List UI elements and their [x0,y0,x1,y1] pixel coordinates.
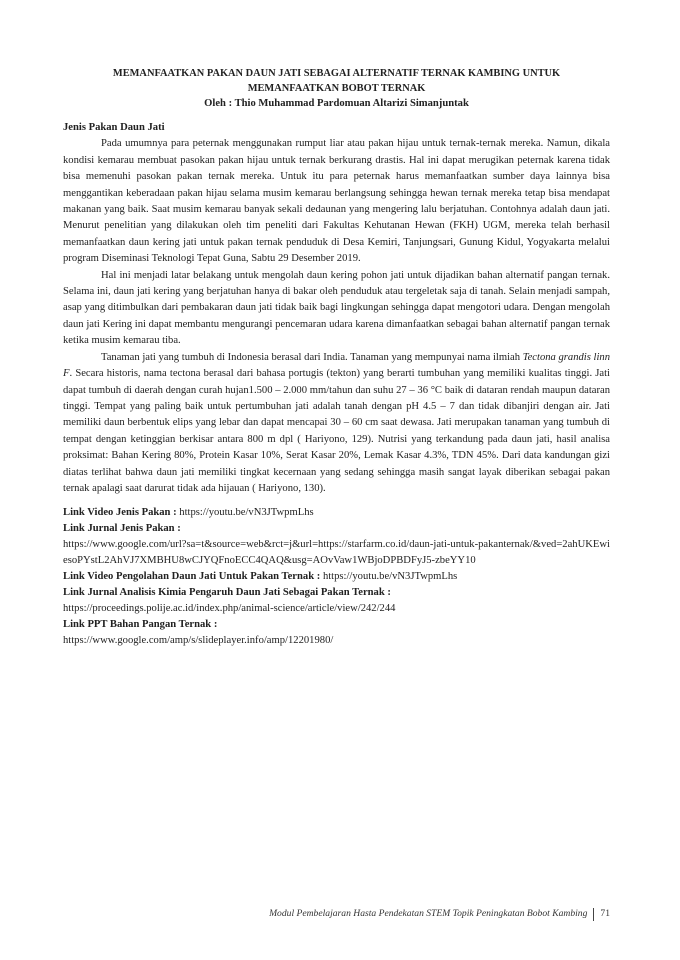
section-heading: Jenis Pakan Daun Jati [63,122,165,133]
link-entry [63,585,610,617]
link-label: Link Jurnal Analisis Kimia Pengaruh Daun Jati Sebagai Pakan Ternak : [63,587,391,599]
document-title: MEMANFAATKAN PAKAN DAUN JATI SEBAGAI ALTERNATIF TERNAK KAMBING UNTUK MEMANFAATKAN BOBOT TERNAK [112,68,561,94]
page-number: 71 [600,908,610,919]
paragraph-2: Hal ini menjadi latar belakang untuk mengolah daun kering pohon jati untuk dijadikan bahan alternatif pangan ternak. Selama ini, daun jati kering yang berjatuhan hanya di bakar oleh penduduk atau tergeletak saja di tanah. Selain menjadi sampah, asap yang ditimbulkan dari pembakaran daun jati tidak baik bagi lingkungan sehingga dapat mengotori udara. Dengan mengolah daun jati Kering ini dapat membantu mengurangi pencemaran udara karena dimanfaatkan sebagai bahan alternatif pangan ternak ketika musim kemarau tiba. [63,269,610,347]
link-url[interactable]: https://www.google.com/url?sa=t&source=web&rct=j&url=https://starfarm.co.id/daun-jati-untuk-pakanternak/&ved=2ahUKEwiesoPYstL2AhVJ7XMBHU8wCJYQFnoECC4QAQ&usg=AOvVaw1WBjoDPBDFyJ5-zbeYY10 [63,539,610,567]
link-entry [63,569,610,585]
paragraph-3: Tanaman jati yang tumbuh di Indonesia berasal dari India. Tanaman yang mempunyai nama ilmiah Tectona grandis linn F. Secara historis, nama tectona berasal dari bahasa portugis (tekton) yang berarti tumbuhan yang memiliki kualitas tinggi. Jati dapat tumbuh di daerah dengan curah hujan1.500 – 2.000 mm/tahun dan suhu 27 – 36 °C baik di dataran rendah maupun dataran tinggi. Tempat yang paling baik untuk pertumbuhan jati adalah tanah dengan pH 4.5 – 7 dan tidak dibanjiri dengan air. Jati memiliki daun berbentuk elips yang lebar dan dapat mencapai 30 – 60 cm saat dewasa. Jati merupakan tanaman yang tumbuh di tempat dengan ketinggian berkisar antara 800 m dpl ( Hariyono, 129). Nutrisi yang terkandung pada daun jati, hasil analisa proksimat: Bahan Kering 80%, Protein Kasar 10%, Serat Kasar 20%, Lemak Kasar 4.3%, TDN 45%. Dari data kandungan gizi diatas terlihat bahwa daun jati memiliki tingkat kecernaan yang sedang sehingga masih sangat layak diberikan sebagai pakan ternak apalagi saat darurat tidak ada hijauan ( Hariyono, 130). [63,351,611,494]
document-author: Oleh : Thio Muhammad Pardomuan Altarizi Simanjuntak [204,98,469,109]
link-label: Link Video Pengolahan Daun Jati Untuk Pakan Ternak : [63,571,321,583]
paragraph-1: Pada umumnya para peternak menggunakan rumput liar atau pakan hijau untuk ternak-ternak mereka. Namun, dikala kondisi kemarau membuat pasokan pakan hijau untuk ternak berkurang drastis. Hal ini dapat merugikan peternak karena tidak bisa memenuhi pasokan pakan ternak mereka. Untuk itu para peternak harus memanfaatkan sumber daya lainnya bisa menggantikan keberadaan pakan hijau selama musim kemarau berlangsung sehingga hewan ternak mereka tetap bisa mendapat makanan yang baik. Saat musim kemarau banyak sekali dedaunan yang mengering lalu berjatuhan. Contohnya adalah daun jati. Menurut penelitian yang dilakukan oleh tim peneliti dari Fakultas Kehutanan Hewan (FKH) UGM, mereka telah berhasil memanfaatkan daun kering jati untuk pakan ternak penduduk di Desa Kemiri, Tanjungsari, Gunung Kidul, Yogyakarta melalui program Diseminasi Teknologi Tepat Guna, Sabtu 29 Desember 2019. [63,138,610,265]
link-entry [63,521,610,569]
link-entry [63,617,610,649]
page-footer [269,906,610,922]
scientific-name: Tectona grandis linn F [63,351,611,380]
reference-links [63,505,610,649]
link-entry [63,505,610,521]
link-label: Link Video Jenis Pakan : [63,507,177,519]
footer-text: Modul Pembelajaran Hasta Pendekatan STEM Topik Peningkatan Bobot Kambing [269,908,588,919]
link-url[interactable]: https://youtu.be/vN3JTwpmLhs [322,571,458,583]
link-label: Link PPT Bahan Pangan Ternak : [63,619,218,631]
link-url[interactable]: https://proceedings.polije.ac.id/index.php/animal-science/article/view/242/244 [63,603,396,615]
link-url[interactable]: https://youtu.be/vN3JTwpmLhs [179,507,314,519]
link-label: Link Jurnal Jenis Pakan : [63,523,181,535]
link-url[interactable]: https://www.google.com/amp/s/slideplayer.info/amp/12201980/ [63,635,334,647]
footer-divider [593,908,594,921]
